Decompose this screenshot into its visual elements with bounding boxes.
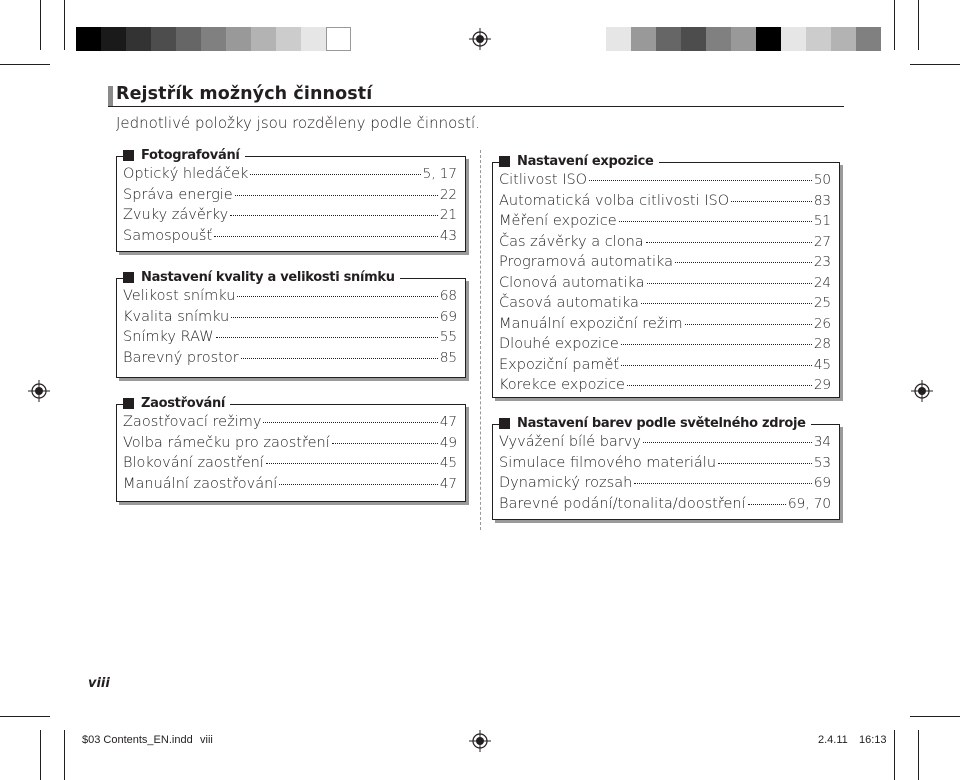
index-entry <box>123 414 457 435</box>
color-swatch <box>276 27 301 51</box>
color-swatch <box>731 27 756 51</box>
entry-page-ref: 28 <box>813 336 831 352</box>
entry-page-ref: 5, 17 <box>422 166 457 182</box>
entry-page-ref: 43 <box>439 227 457 244</box>
dot-leader <box>647 283 812 284</box>
index-entry <box>123 455 457 476</box>
dot-leader <box>685 324 812 325</box>
dot-leader <box>235 195 438 196</box>
index-entry <box>499 475 831 496</box>
entry-page-ref: 47 <box>439 475 457 492</box>
dot-leader <box>589 180 812 181</box>
section-expozice <box>492 154 840 398</box>
registration-mark-icon <box>911 380 933 402</box>
color-swatch <box>781 27 806 51</box>
entry-label: Časová automatika <box>499 295 639 311</box>
entry-page-ref: 26 <box>813 315 831 332</box>
item-list <box>499 434 831 516</box>
entry-label: Simulace filmového materiálu <box>499 454 717 471</box>
section-fotografovani <box>116 148 466 252</box>
entry-page-ref: 53 <box>813 454 831 471</box>
entry-page-ref: 34 <box>813 434 831 450</box>
color-swatch <box>631 27 656 51</box>
title-bar-decoration <box>108 86 113 106</box>
entry-page-ref: 85 <box>439 349 457 366</box>
entry-page-ref: 69, 70 <box>788 495 831 512</box>
crop-mark <box>40 0 41 50</box>
dot-leader <box>237 296 437 297</box>
footer-page: viii <box>200 734 213 746</box>
dot-leader <box>619 221 812 222</box>
section-heading <box>499 416 811 431</box>
section-heading-text: Nastavení expozice <box>517 154 654 169</box>
crop-mark <box>64 0 65 50</box>
grayscale-strip-left <box>76 27 351 51</box>
item-list <box>499 172 831 398</box>
index-entry <box>123 187 457 208</box>
entry-label: Čas závěrky a clona <box>499 233 644 250</box>
color-swatch <box>656 27 681 51</box>
color-swatch <box>176 27 201 51</box>
entry-page-ref: 49 <box>439 434 457 451</box>
dot-leader <box>621 365 812 366</box>
color-swatch <box>326 27 351 51</box>
crop-mark <box>894 730 895 780</box>
color-swatch <box>301 27 326 51</box>
bullet-square-icon <box>123 150 134 161</box>
dot-leader <box>718 463 812 464</box>
index-entry <box>499 357 831 378</box>
entry-page-ref: 24 <box>813 274 831 291</box>
entry-label: Velikost snímku <box>123 288 236 304</box>
index-entry <box>123 309 457 330</box>
entry-label: Měření expozice <box>499 213 617 229</box>
section-heading-text: Nastavení kvality a velikosti snímku <box>141 270 395 285</box>
index-entry <box>123 207 457 228</box>
color-swatch <box>151 27 176 51</box>
entry-label: Dlouhé expozice <box>499 336 619 352</box>
registration-mark-icon <box>469 28 491 50</box>
index-entry <box>123 476 457 497</box>
index-entry <box>499 336 831 357</box>
entry-label: Automatická volba citlivosti ISO <box>499 192 730 209</box>
entry-page-ref: 51 <box>813 213 831 229</box>
index-entry <box>499 193 831 214</box>
item-list <box>123 414 457 496</box>
entry-label: Správa energie <box>123 186 233 203</box>
entry-label: Optický hledáček <box>123 166 249 182</box>
index-entry <box>123 228 457 249</box>
dot-leader <box>279 484 437 485</box>
dot-leader <box>214 236 438 237</box>
section-heading <box>123 396 230 411</box>
bullet-square-icon <box>499 156 510 167</box>
section-heading <box>123 270 400 285</box>
index-entry <box>499 213 831 234</box>
entry-page-ref: 47 <box>439 414 457 430</box>
section-barvy <box>492 416 840 520</box>
entry-page-ref: 83 <box>813 192 831 209</box>
crop-mark <box>910 716 960 717</box>
entry-label: Expoziční paměť <box>499 356 620 373</box>
crop-mark <box>918 730 919 780</box>
entry-page-ref: 22 <box>439 186 457 203</box>
entry-page-ref: 69 <box>813 475 831 491</box>
entry-page-ref: 45 <box>813 356 831 373</box>
index-entry <box>123 435 457 456</box>
bullet-square-icon <box>123 272 134 283</box>
dot-leader <box>675 262 812 263</box>
index-entry <box>123 288 457 309</box>
color-swatch <box>126 27 151 51</box>
color-swatch <box>101 27 126 51</box>
entry-page-ref: 23 <box>813 254 831 270</box>
bullet-square-icon <box>123 398 134 409</box>
dot-leader <box>731 201 812 202</box>
entry-label: Barevné podání/tonalita/doostření <box>499 495 746 512</box>
dot-leader <box>241 358 438 359</box>
dot-leader <box>646 242 812 243</box>
entry-page-ref: 45 <box>439 455 457 471</box>
entry-page-ref: 68 <box>439 288 457 304</box>
entry-label: Citlivost ISO <box>499 172 588 188</box>
index-entry <box>499 172 831 193</box>
index-entry <box>499 377 831 398</box>
crop-mark <box>910 64 960 65</box>
entry-label: Dynamický rozsah <box>499 475 633 491</box>
section-heading-text: Zaostřování <box>141 396 226 411</box>
color-swatch <box>606 27 631 51</box>
dot-leader <box>748 504 786 505</box>
entry-label: Manuální expoziční režim <box>499 315 683 332</box>
entry-label: Blokování zaostření <box>123 455 264 471</box>
section-heading-text: Nastavení barev podle světelného zdroje <box>517 416 806 431</box>
entry-label: Korekce expozice <box>499 377 625 393</box>
entry-label: Clonová automatika <box>499 274 645 291</box>
entry-label: Barevný prostor <box>123 349 239 366</box>
dot-leader <box>263 422 437 423</box>
index-entry <box>499 455 831 476</box>
entry-page-ref: 50 <box>813 172 831 188</box>
dot-leader <box>634 483 812 484</box>
page-number: viii <box>88 676 110 691</box>
dot-leader <box>643 442 812 443</box>
entry-label: Kvalita snímku <box>123 308 230 325</box>
footer-date: 2.4.11 <box>818 734 848 746</box>
crop-mark <box>918 0 919 50</box>
crop-mark <box>0 716 50 717</box>
crop-mark <box>894 0 895 50</box>
entry-label: Zvuky závěrky <box>123 207 229 223</box>
entry-page-ref: 25 <box>813 295 831 311</box>
footer-time: 16:13 <box>859 734 887 746</box>
column-divider <box>480 150 481 530</box>
entry-page-ref: 29 <box>813 377 831 393</box>
color-swatch <box>806 27 831 51</box>
color-swatch <box>76 27 101 51</box>
color-swatch <box>856 27 881 51</box>
item-list <box>123 166 457 248</box>
section-zaostrovani <box>116 396 466 502</box>
registration-mark-icon <box>28 380 50 402</box>
entry-page-ref: 21 <box>439 207 457 223</box>
index-entry <box>499 295 831 316</box>
entry-label: Snímky RAW <box>123 329 214 345</box>
dot-leader <box>627 385 812 386</box>
entry-label: Vyvážení bílé barvy <box>499 434 641 450</box>
crop-mark <box>64 730 65 780</box>
section-heading <box>123 148 245 163</box>
entry-label: Zaostřovací režimy <box>123 414 262 430</box>
registration-mark-icon <box>469 730 491 752</box>
color-swatch <box>251 27 276 51</box>
index-entry <box>499 496 831 517</box>
dot-leader <box>621 344 812 345</box>
dot-leader <box>231 317 438 318</box>
index-entry <box>499 316 831 337</box>
color-swatch <box>706 27 731 51</box>
entry-label: Samospoušť <box>123 227 213 244</box>
dot-leader <box>266 463 438 464</box>
page-title-text: Rejstřík možných činností <box>116 84 373 104</box>
color-swatch <box>681 27 706 51</box>
entry-label: Manuální zaostřování <box>123 475 278 492</box>
index-entry <box>123 350 457 371</box>
grayscale-strip-right <box>606 27 881 51</box>
index-entry <box>499 234 831 255</box>
index-entry <box>499 434 831 455</box>
color-swatch <box>201 27 226 51</box>
entry-page-ref: 27 <box>813 233 831 250</box>
bullet-square-icon <box>499 418 510 429</box>
entry-page-ref: 69 <box>439 308 457 325</box>
entry-page-ref: 55 <box>439 329 457 345</box>
section-kvalita <box>116 270 466 378</box>
page-subtitle: Jednotlivé položky jsou rozděleny podle činností. <box>116 114 480 132</box>
index-entry <box>499 254 831 275</box>
page-title <box>108 86 844 107</box>
item-list <box>123 288 457 370</box>
section-heading <box>499 154 659 169</box>
dot-leader <box>332 443 438 444</box>
index-entry <box>123 166 457 187</box>
color-swatch <box>226 27 251 51</box>
dot-leader <box>216 337 438 338</box>
index-entry <box>499 275 831 296</box>
index-entry <box>123 329 457 350</box>
entry-label: Volba rámečku pro zaostření <box>123 434 330 451</box>
entry-label: Programová automatika <box>499 254 674 270</box>
crop-mark <box>40 730 41 780</box>
dot-leader <box>230 215 438 216</box>
dot-leader <box>641 303 812 304</box>
color-swatch <box>831 27 856 51</box>
section-heading-text: Fotografování <box>141 148 240 163</box>
dot-leader <box>250 174 420 175</box>
color-swatch <box>756 27 781 51</box>
footer-filename: $03 Contents_EN.indd <box>82 734 193 746</box>
crop-mark <box>0 64 50 65</box>
